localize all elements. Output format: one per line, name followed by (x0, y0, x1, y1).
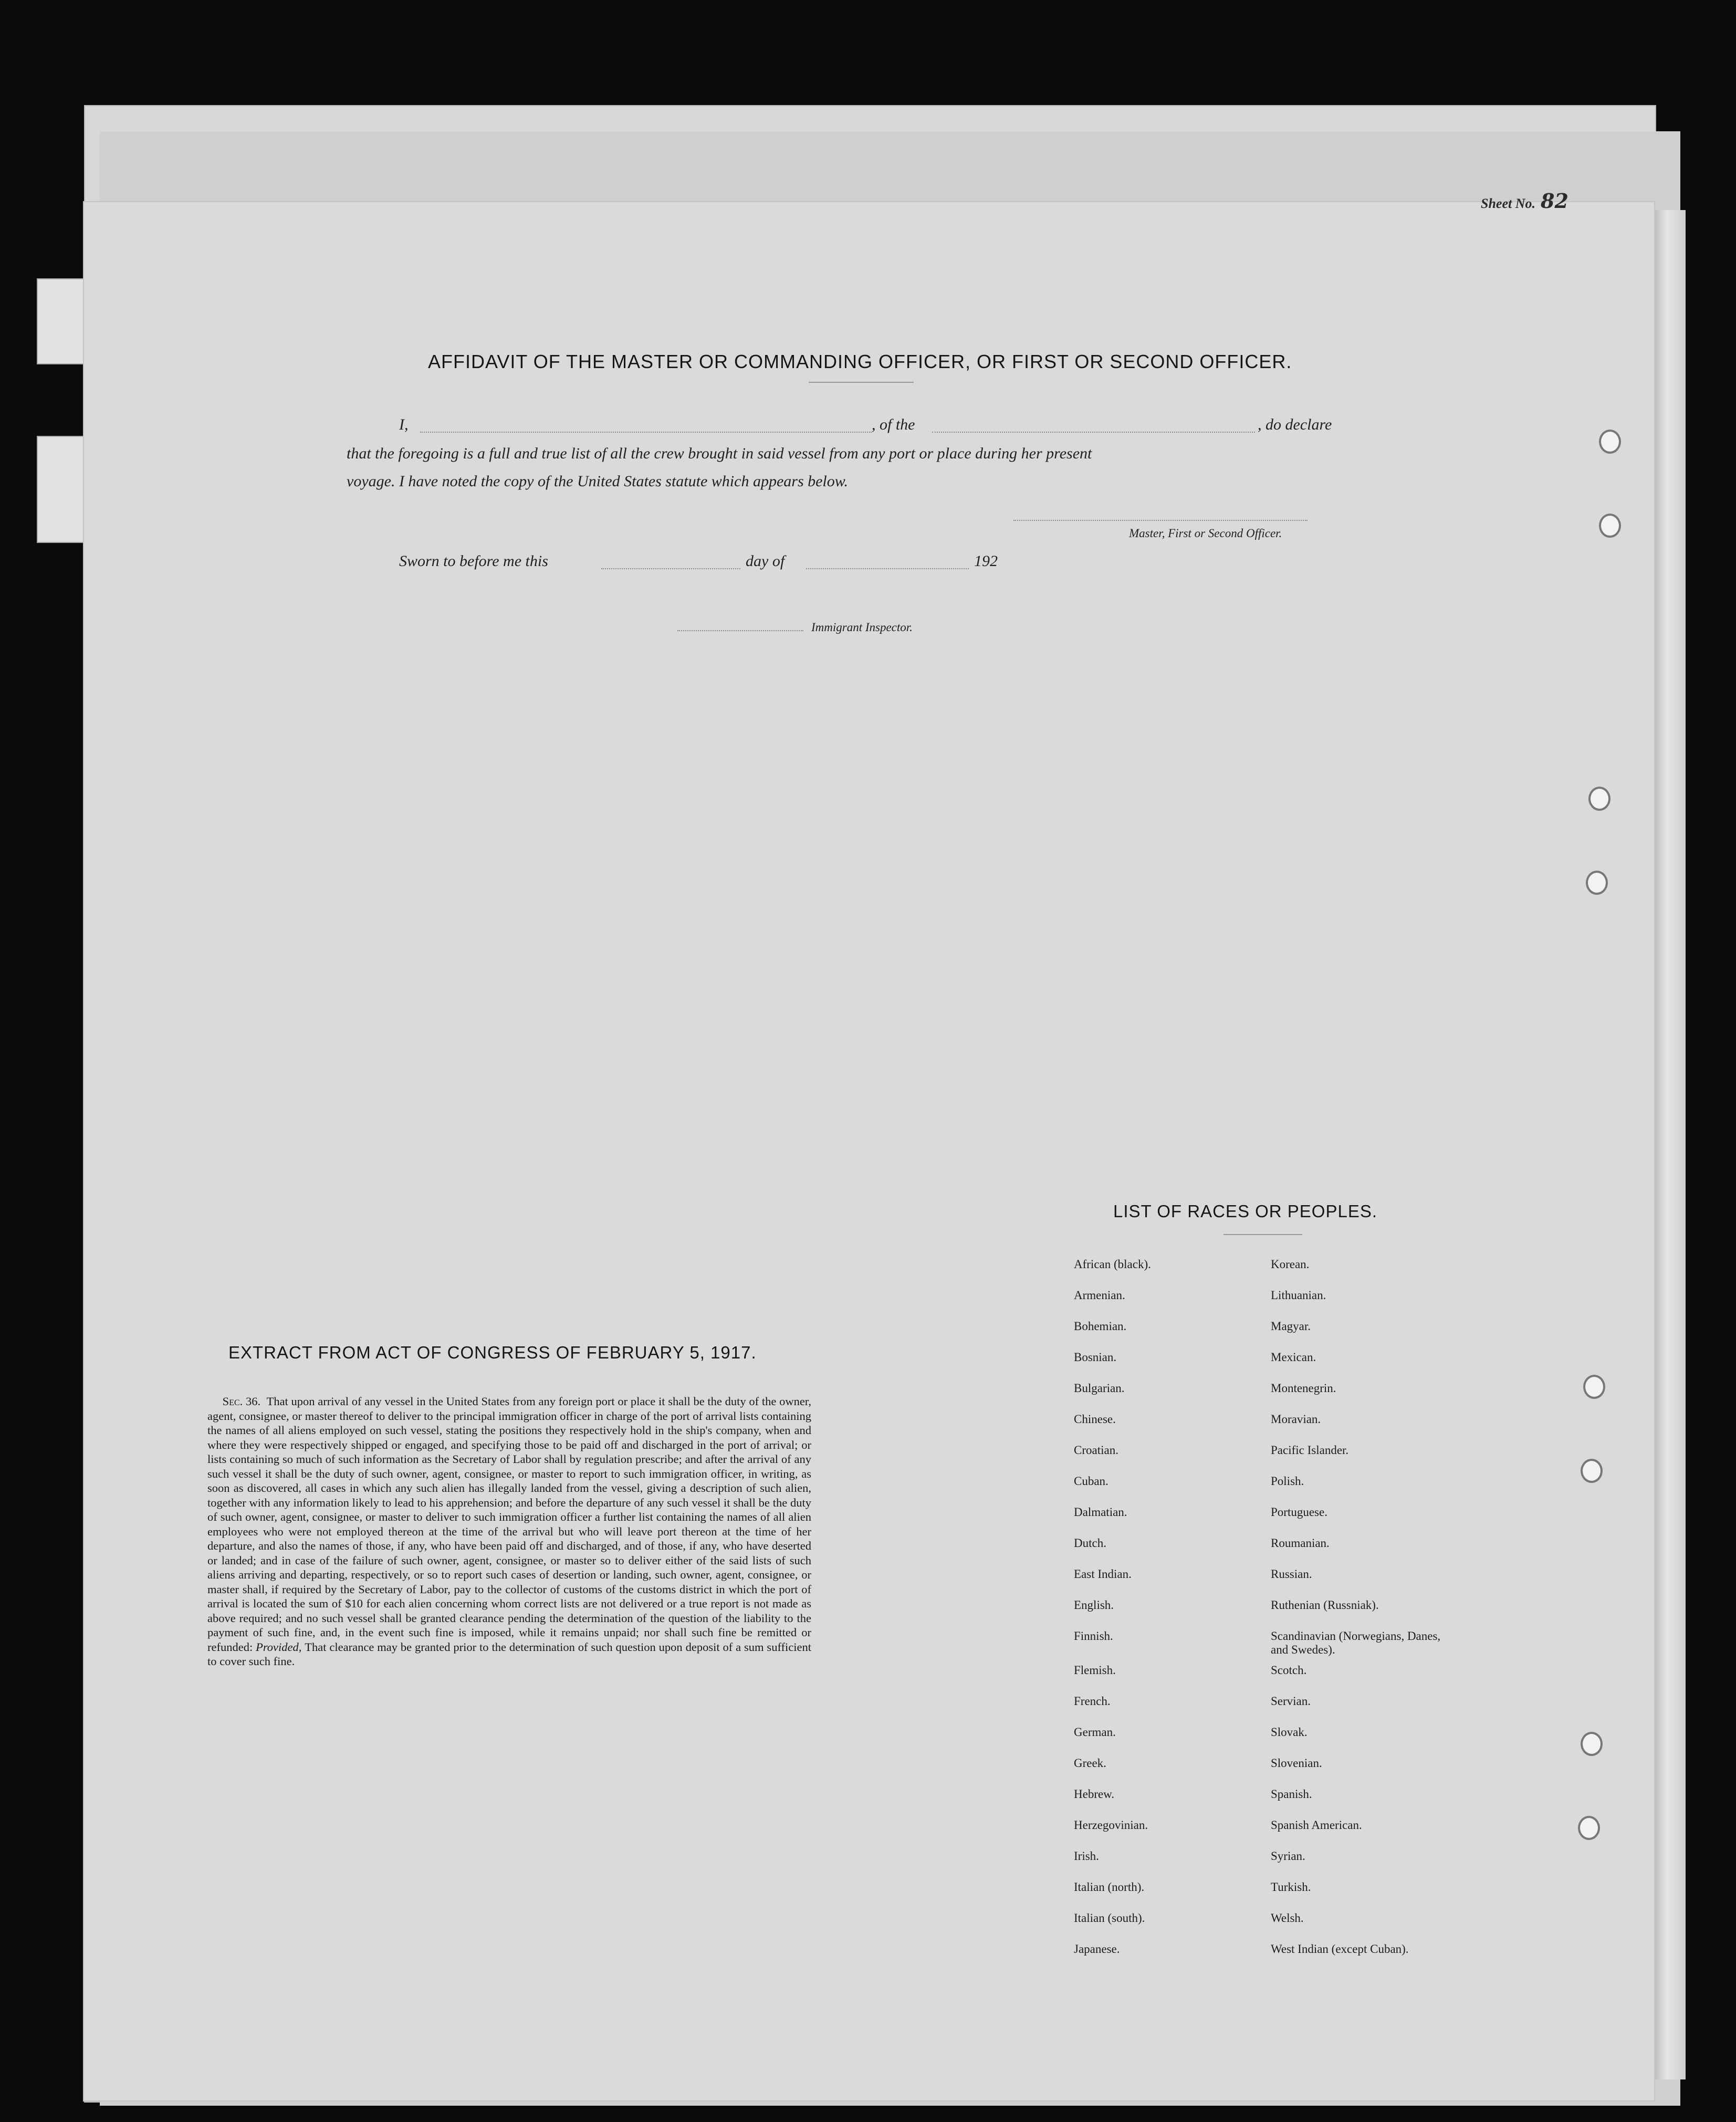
race-item: Croatian. (1074, 1444, 1118, 1457)
race-item: Russian. (1271, 1567, 1312, 1581)
race-item: Korean. (1271, 1258, 1310, 1271)
race-item: Scandinavian (Norwegians, Danes, and Swedes). (1271, 1629, 1441, 1656)
race-item: Syrian. (1271, 1849, 1305, 1863)
race-item: Hebrew. (1074, 1788, 1115, 1801)
race-item: Lithuanian. (1271, 1289, 1326, 1302)
sworn-month-field[interactable] (806, 568, 969, 569)
race-item: Spanish. (1271, 1788, 1312, 1801)
race-item: Polish. (1271, 1475, 1304, 1488)
race-item: Pacific Islander. (1271, 1444, 1349, 1457)
race-item: Montenegrin. (1271, 1382, 1336, 1395)
binding-tab-bottom (37, 436, 91, 543)
affidavit-title-rule (809, 382, 914, 383)
affidavit-of-the: , of the (872, 416, 915, 433)
race-item: Mexican. (1271, 1351, 1316, 1364)
statute-provided: Provided, (256, 1640, 302, 1654)
page-stack-edge (1654, 210, 1686, 2079)
race-item: Ruthenian (Russniak). (1271, 1598, 1379, 1612)
race-item: West Indian (except Cuban). (1271, 1942, 1409, 1956)
punch-hole (1588, 787, 1610, 811)
race-item: Flemish. (1074, 1664, 1116, 1677)
sworn-text: Sworn to before me this (399, 552, 548, 570)
master-signature-label: Master, First or Second Officer. (1129, 527, 1282, 540)
punch-hole (1586, 871, 1608, 895)
race-item: Moravian. (1271, 1413, 1321, 1426)
affidavit-declare: , do declare (1258, 416, 1332, 433)
name-field[interactable] (420, 432, 872, 433)
punch-hole (1581, 1732, 1603, 1756)
affidavit-title: AFFIDAVIT OF THE MASTER OR COMMANDING OFFICER, OR FIRST OR SECOND OFFICER. (428, 351, 1292, 372)
race-item: Italian (south). (1074, 1911, 1145, 1925)
race-item: Slovenian. (1271, 1757, 1322, 1770)
races-title: LIST OF RACES OR PEOPLES. (1113, 1201, 1378, 1221)
statute-body-b: That clearance may be granted prior to the determination of such question upon deposit of a sum sufficient to cover such fine. (207, 1640, 811, 1668)
affidavit-line-2: that the foregoing is a full and true list of all the crew brought in said vessel from any port or place during her present (347, 445, 1092, 462)
race-item: Chinese. (1074, 1413, 1116, 1426)
race-item: French. (1074, 1695, 1111, 1708)
sheet-number-value: 82 (1541, 189, 1568, 213)
master-signature-field[interactable] (1013, 520, 1308, 521)
race-item: Italian (north). (1074, 1880, 1145, 1894)
race-item: Finnish. (1074, 1629, 1113, 1643)
inspector-label: Immigrant Inspector. (811, 621, 913, 634)
extract-title: EXTRACT FROM ACT OF CONGRESS OF FEBRUARY 5, 1917. (228, 1343, 757, 1362)
affidavit-line-3: voyage. I have noted the copy of the United States statute which appears below. (347, 473, 849, 490)
race-item: Spanish American. (1271, 1818, 1362, 1832)
race-item: Japanese. (1074, 1942, 1120, 1956)
race-item: Armenian. (1074, 1289, 1125, 1302)
race-item: Portuguese. (1271, 1506, 1327, 1519)
punch-hole (1581, 1459, 1603, 1483)
race-item: African (black). (1074, 1258, 1151, 1271)
punch-hole (1583, 1375, 1605, 1399)
race-item: Greek. (1074, 1757, 1106, 1770)
race-item: Scotch. (1271, 1664, 1307, 1677)
form-page (84, 202, 1654, 2100)
race-item: Slovak. (1271, 1726, 1308, 1739)
races-title-rule (1223, 1234, 1302, 1235)
race-item: Roumanian. (1271, 1536, 1330, 1550)
race-item: German. (1074, 1726, 1116, 1739)
statute-text (207, 1394, 811, 1669)
vessel-field[interactable] (932, 432, 1255, 433)
day-of-text: day of (746, 552, 785, 570)
race-item: Bohemian. (1074, 1320, 1127, 1333)
race-item: Dalmatian. (1074, 1506, 1127, 1519)
race-item: Welsh. (1271, 1911, 1304, 1925)
affidavit-line-i: I, (399, 416, 409, 433)
race-item: East Indian. (1074, 1567, 1132, 1581)
race-item: Bulgarian. (1074, 1382, 1125, 1395)
inspector-signature-field[interactable] (677, 630, 803, 631)
race-item: English. (1074, 1598, 1114, 1612)
punch-hole (1599, 514, 1621, 538)
race-item: Servian. (1271, 1695, 1311, 1708)
sworn-day-field[interactable] (601, 568, 740, 569)
race-item: Magyar. (1271, 1320, 1311, 1333)
race-item: Dutch. (1074, 1536, 1106, 1550)
year-text: 192 (974, 552, 998, 570)
race-item: Bosnian. (1074, 1351, 1117, 1364)
race-item: Herzegovinian. (1074, 1818, 1148, 1832)
sheet-number (1481, 189, 1568, 213)
punch-hole (1578, 1816, 1600, 1840)
race-item: Irish. (1074, 1849, 1099, 1863)
statute-section: Sec. 36. (222, 1395, 261, 1408)
sheet-number-label: Sheet No. (1481, 196, 1535, 211)
race-item: Cuban. (1074, 1475, 1108, 1488)
statute-body-a: That upon arrival of any vessel in the United States from any foreign port or place it shall be the duty of the owner, agent, consignee, or master thereof to deliver to the principal immigration officer in charge of the port of arrival lists containing the names of all aliens employed on such vessel, stating the positions they respectively hold in the ship's company, when and where they were respectively shipped or engaged, and specifying those to be paid off and discharged in the port of arrival; or lists containing so much of such information as the Secretary of Labor shall by regulation prescribe; and after the arrival of any such vessel it shall be the duty of such owner, agent, consignee, or master to report to such immigration officer, in writing, as soon as discovered, all cases in which any such alien has illegally landed from the vessel, giving a description of such alien, together with any information likely to lead to his apprehension; and before the departure of any such vessel it shall be the duty of such owner, agent, consignee, or master to deliver to such immigration officer a further list containing the names of all alien employees who were not employed thereon at the time of the arrival but who will leave port thereon at the time of her departure, and also the names of those, if any, who have been paid off and discharged, and of those, if any, who have deserted or landed; and in case of the failure of such owner, agent, consignee, or master so to deliver either of the said lists of such aliens arriving and departing, respectively, or so to report such cases of desertion or landing, such owner, agent, consignee, or master shall, if required by the Secretary of Labor, pay to the collector of customs of the customs district in which the port of arrival is located the sum of $10 for each alien concerning whom correct lists are not delivered or a true report is not made as above required; and no such vessel shall be granted clearance pending the determination of the question of the liability to the payment of such fine, and, in the event such fine is imposed, while it remains unpaid; nor shall such fine be remitted or refunded: (207, 1395, 812, 1654)
race-item: Turkish. (1271, 1880, 1311, 1894)
punch-hole (1599, 430, 1621, 454)
binding-tab-top (37, 278, 91, 364)
